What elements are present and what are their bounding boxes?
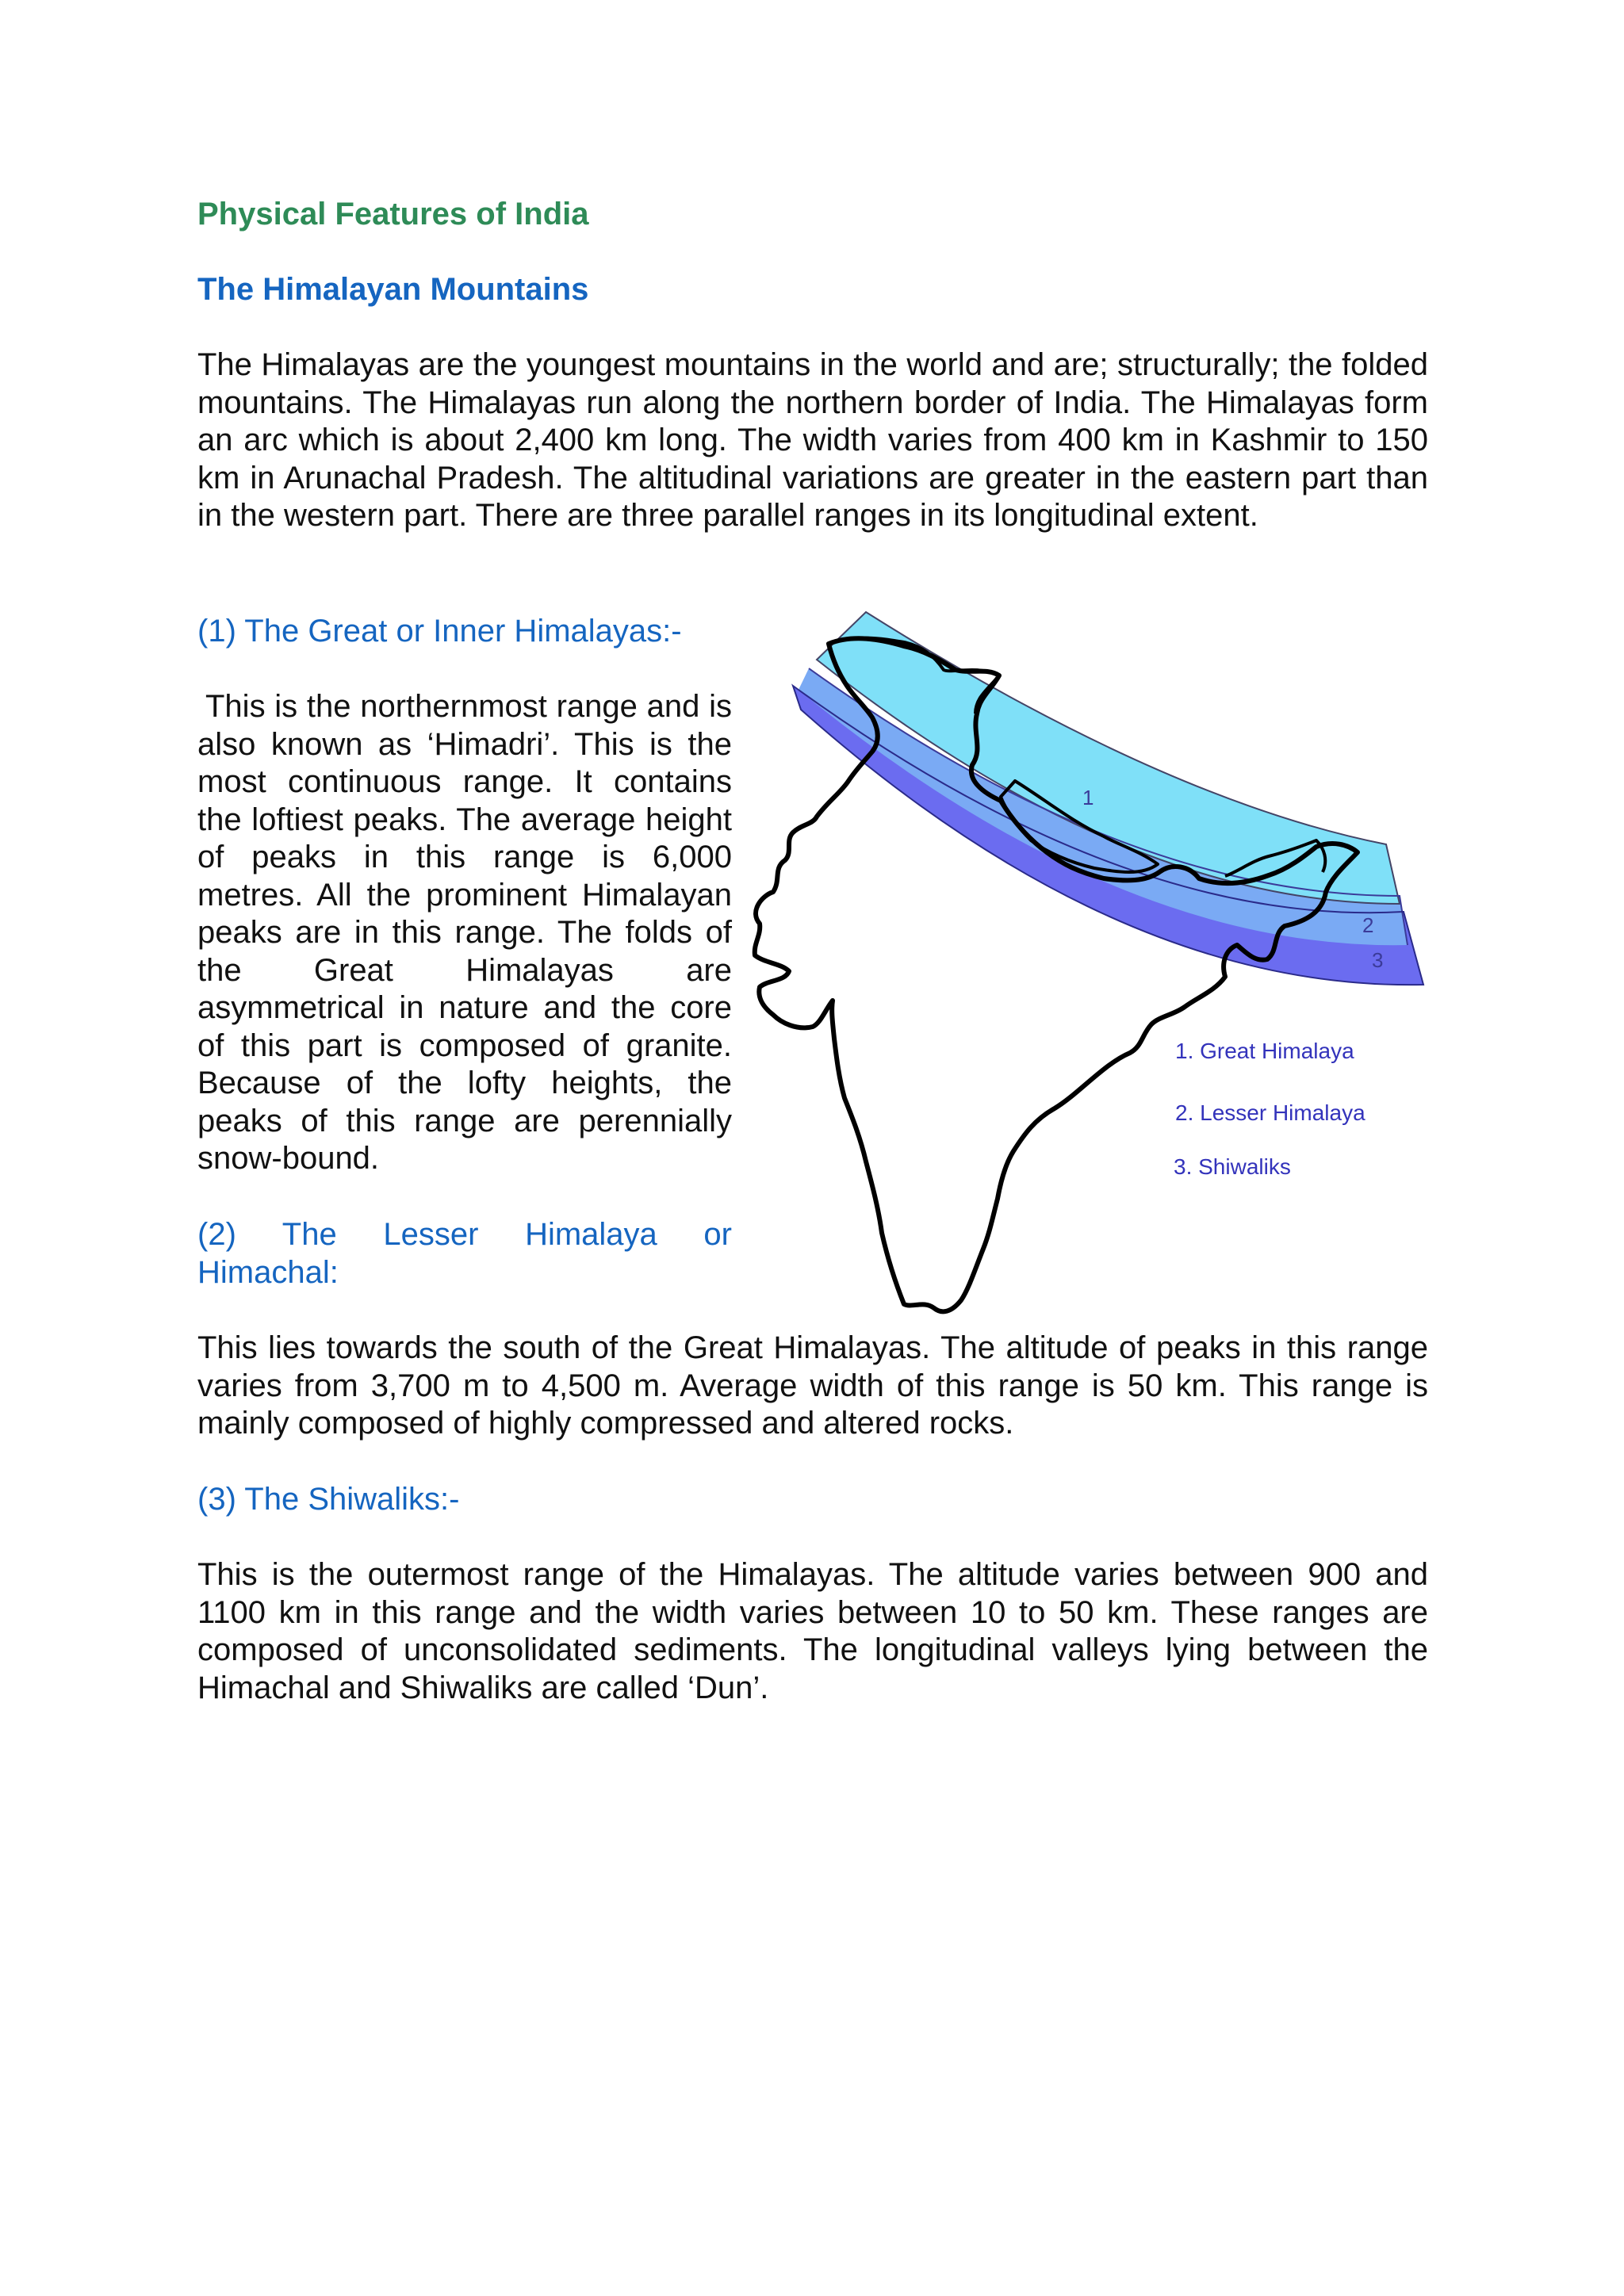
shiwaliks-heading: (3) The Shiwaliks:- <box>197 1482 460 1517</box>
great-himalayas-heading: (1) The Great or Inner Himalayas:- <box>197 614 682 649</box>
himalaya-map <box>737 603 1435 1324</box>
lesser-himalaya-heading <box>197 1216 732 1292</box>
intro-paragraph: The Himalayas are the youngest mountains in the world and are; structurally; the folded mountains. The Himalayas run along the northern border of India. The Himalayas form an arc which is about 2,400 km long. The width varies from 400 km in Kashmir to 150 km in Arunachal Pradesh. The altitudinal variations are greater in the eastern part than in the western part. There are three parallel ranges in its longitudinal extent. <box>197 347 1428 533</box>
legend-item-lesser-himalaya: 2. Lesser Himalaya <box>1175 1100 1365 1125</box>
zone-label-1: 1 <box>1082 786 1094 809</box>
himalaya-map-figure <box>737 603 1435 1324</box>
legend-item-shiwaliks: 3. Shiwaliks <box>1174 1154 1291 1179</box>
zone-label-3: 3 <box>1372 948 1384 972</box>
zone-label-2: 2 <box>1362 913 1374 937</box>
section-heading: The Himalayan Mountains <box>197 272 589 307</box>
lesser-himalaya-heading-line2: Himachal: <box>197 1254 339 1290</box>
legend-item-great-himalaya: 1. Great Himalaya <box>1175 1039 1354 1063</box>
lesser-himalaya-heading-line1: (2) The Lesser Himalaya or <box>197 1217 732 1252</box>
document-title: Physical Features of India <box>197 197 589 232</box>
shiwaliks-paragraph: This is the outermost range of the Himalayas. The altitude varies between 900 and 1100 km in this range and the width varies between 10 to 50 km. These ranges are composed of unconsolidated sediments. The longitudinal valleys lying between the Himachal and Shiwaliks are called ‘Dun’. <box>197 1557 1428 1705</box>
lesser-himalaya-paragraph: This lies towards the south of the Great Himalayas. The altitude of peaks in this range varies from 3,700 m to 4,500 m. Average width of this range is 50 km. This range is mainly composed of highly compressed and altered rocks. <box>197 1330 1428 1441</box>
great-himalayas-paragraph: This is the northernmost range and is also known as ‘Himadri’. This is the most continuous range. It contains the loftiest peaks. The average height of peaks in this range is 6,000 metres. All the prominent Himalayan peaks are in this range. The folds of the Great Himalayas are asymmetrical in nature and the core of this part is composed of granite. Because of the lofty heights, the peaks of this range are perennially snow-bound. <box>197 689 732 1176</box>
